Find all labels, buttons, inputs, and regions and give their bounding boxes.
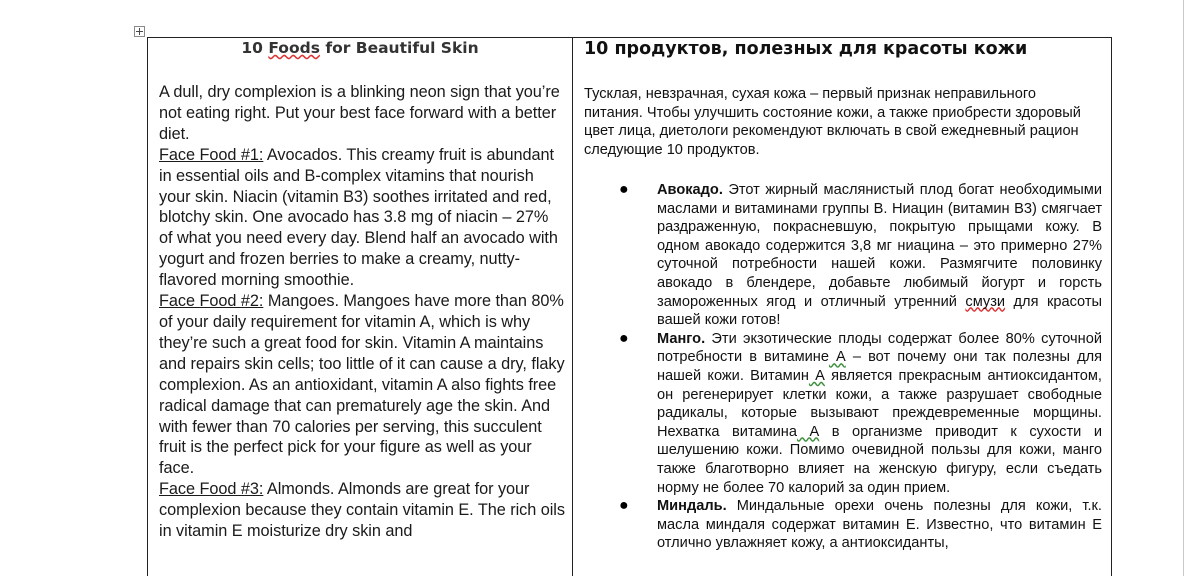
bullet-icon: ● xyxy=(619,181,629,198)
english-column[interactable] xyxy=(148,38,572,576)
bullet-heading: Авокадо. xyxy=(657,182,723,198)
face-food-2-label: Face Food #2: xyxy=(159,292,264,311)
list-item xyxy=(573,497,1112,553)
russian-column[interactable] xyxy=(573,38,1112,576)
bullet-text-mango: Манго. Эти экзотические плоды содержат более 80% суточной потребности в витамине А – вот почему они так полезны для нашей кожи. Витамин А является прекрасным антиоксидантом, он регенерирует клетки кожи, а также разрушает свободные радикалы, которые вызывают преждевременные морщины. Нехватка витамина А в организме приводит к сухости и шелушению кожи. Помимо очевидной пользы для кожи, манго также благотворно влияет на женскую фигуру, если съедать норму не более 70 калорий за один прием. xyxy=(657,330,1102,496)
bullet-text-almond: Миндаль. Миндальные орехи очень полезны для кожи, т.к. масла миндаля содержат витамин Е. Известно, что витамин Е отлично увлажняет кожу, а антиоксиданты, xyxy=(657,498,1102,552)
english-body xyxy=(159,82,565,542)
english-title: 10 Foods for Beautiful Skin xyxy=(241,39,479,57)
list-item xyxy=(573,330,1112,497)
grammar-mark: А xyxy=(808,367,825,384)
bullet-heading: Манго. xyxy=(657,330,706,347)
face-food-2-text: Mangoes. Mangoes have more than 80% of your daily requirement for vitamin A, which is why they’re such a great food for skin. Vitamin A maintains and repairs skin cells; too little of it can cause a dry, flaky complexion. As an antioxidant, vitamin A also fights free radical damage that can prematurely age the skin. And with fewer than 70 calories per serving, this succulent fruit is the perfect pick for your figure as well as your face. xyxy=(159,292,565,478)
face-food-2 xyxy=(159,291,565,479)
bullet-icon: ● xyxy=(619,329,629,347)
page-edge-divider xyxy=(1183,0,1184,576)
face-food-1-label: Face Food #1: xyxy=(159,145,264,164)
face-food-3-text: Almonds. Almonds are great for your complexion because they contain vitamin E. The rich oils in vitamin E moisturize dry skin and xyxy=(159,480,565,541)
russian-bullet-list xyxy=(573,181,1112,553)
face-food-1-text: Avocados. This creamy fruit is abundant in essential oils and B-complex vitamins that nourish your skin. Niacin (vitamin B3) soothes irritated and red, blotchy skin. One avocado has 3.8 mg of niacin – 27% of what you need every day. Blend half an avocado with yogurt and frozen berries to make a creamy, nutty-flavored morning smoothie. xyxy=(159,145,558,290)
grammar-mark: А xyxy=(796,423,820,440)
english-intro: A dull, dry complexion is a blinking neon sign that you’re not eating right. Put your best face forward with a better diet. xyxy=(159,83,560,143)
bullet-text-avocado: Авокадо. Этот жирный маслянистый плод богат необходимыми маслами и витаминами группы В. Ниацин (витамин В3) смягчает раздраженную, покрасневшую, покрытую прыщами кожу. В одном авокадо содержится 3,8 мг ниацина – это примерно 27% суточной потребности нашей кожи. Размягчите половинку авокадо в блендере, добавьте любимый йогурт и горсть замороженных ягод и отличный утренний смузи для красоты вашей кожи готов! xyxy=(657,182,1103,329)
bullet-heading: Миндаль. xyxy=(657,498,727,515)
russian-intro: Тусклая, невзрачная, сухая кожа – первый признак неправильного питания. Чтобы улучшить состояние кожи, а также приобрести здоровый цвет лица, диетологи рекомендуют включать в свой ежедневный рацион следующие 10 продуктов. xyxy=(584,86,1081,158)
face-food-3 xyxy=(159,479,565,542)
bullet-icon: ● xyxy=(619,497,629,515)
bilingual-table xyxy=(147,37,1112,576)
spellcheck-word: смузи xyxy=(965,293,1006,310)
list-item xyxy=(573,181,1112,330)
russian-title: 10 продуктов, полезных для красоты кожи xyxy=(584,39,1028,59)
table-move-handle-icon[interactable] xyxy=(134,26,145,37)
face-food-3-label: Face Food #3: xyxy=(159,480,264,499)
face-food-1 xyxy=(159,145,565,291)
grammar-mark: А xyxy=(828,349,846,366)
